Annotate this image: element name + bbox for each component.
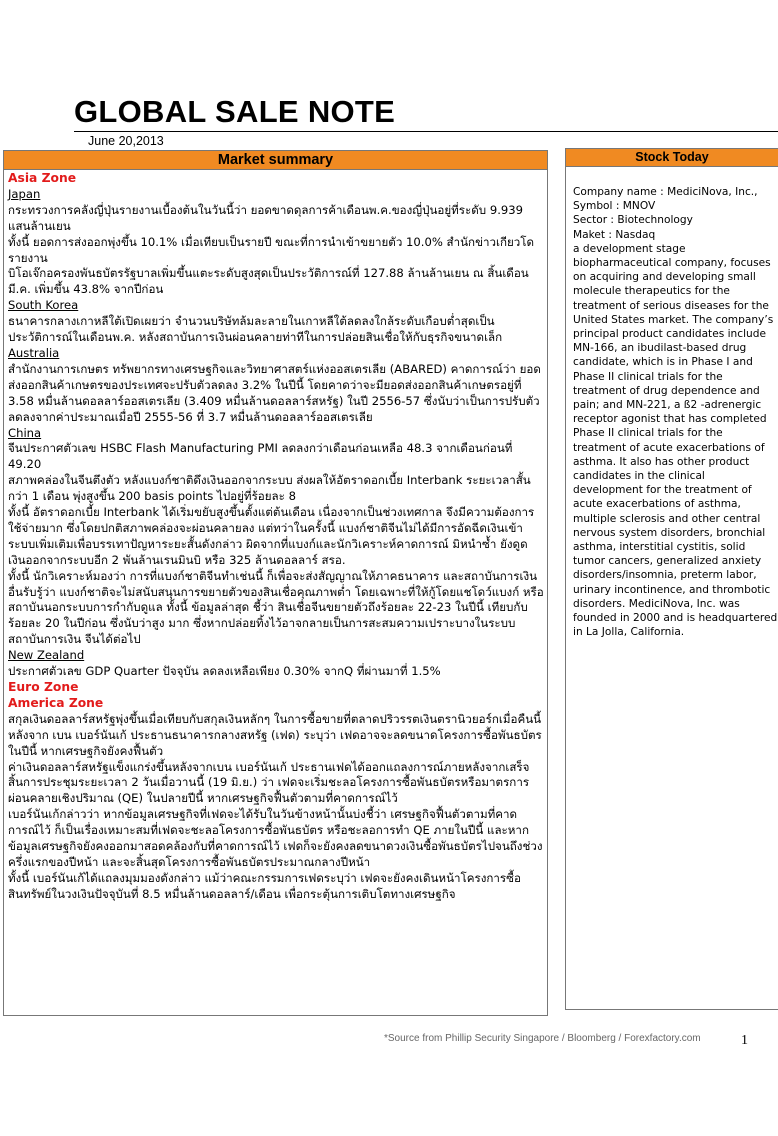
south-korea-paragraph: ธนาคารกลางเกาหลีใต้เปิดเผยว่า จำนวนบริษัทล้มละลายในเกาหลีใต้ลดลงใกล้ระดับเกือบต่ำสุดเป็นประวัติการณ์ในเดือนพ.ค. หลังสถาบันการเงินผ่อนคลายท่าทีในการปล่อยสินเชื่อให้กับธุรกิจขนาดเล็ก [8, 314, 503, 345]
country-heading-japan: Japan [8, 186, 41, 201]
china-paragraph: ทั้งนี้ นักวิเคราะห์มองว่า การที่แบงก์ชาติจีนทำเช่นนี้ ก็เพื่อจะส่งสัญญาณให้ภาคธนาคาร และสถาบันการเงินอื่นรับรู้ว่า แบงก์ชาติจะไม่สนับสนุนการขยายตัวของสินเชื่อคุณภาพต่ำ โดยเฉพาะที่ให้กู้โดยแชโดว์แบงก์ หรือสถาบันนอกระบบการกำกับดูแล ทั้งนี้ ข้อมูลล่าสุด ชี้ว่า สินเชื่อจีนขยายตัวถึงร้อยละ 22-23 ในปีนี้ เทียบกับร้อยละ 20 ในปีก่อน ซึ่งนับว่าสูง มาก ซึ่งหากปล่อยทิ้งไว้อาจกลายเป็นการสะสมความเปราะบางในระบบสถาบันการเงิน จีนได้ต่อไป [8, 568, 544, 647]
asia-zone-heading: Asia Zone [8, 171, 77, 185]
japan-paragraph: กระทรวงการคลังญี่ปุ่นรายงานเบื้องต้นในวันนี้ว่า ยอดขาดดุลการค้าเดือนพ.ค.ของญี่ปุ่นอยู่ที่ระดับ 9.939 แสนล้านเยน [8, 202, 524, 233]
source-footnote: *Source from Phillip Security Singapore / Bloomberg / Forexfactory.com [384, 1033, 701, 1044]
country-heading-china: China [8, 425, 42, 440]
stock-today-panel [565, 148, 778, 1010]
market-summary-header: Market summary [4, 151, 547, 170]
america-paragraph: สกุลเงินดอลลาร์สหรัฐพุ่งขึ้นเมื่อเทียบกับสกุลเงินหลักๆ ในการซื้อขายที่ตลาดปริวรรตเงินตรานิวยอร์กเมื่อคืนนี้ หลังจาก เบน เบอร์นันเก้ ประธานธนาคารกลางสหรัฐ (เฟด) ระบุว่า เฟดอาจจะลดขนาดโครงการซื้อพันธบัตรในปีนี้ หากเศรษฐกิจยังคงฟื้นตัว [8, 711, 542, 758]
america-paragraph: ทั้งนี้ เบอร์นันเก้ได้แถลงมุมมองดังกล่าว แม้ว่าคณะกรรมการเฟดระบุว่า เฟดจะยังคงเดินหน้าโครงการซื้อสินทรัพย์ในวงเงินปัจจุบันที่ 8.5 หมื่นล้านดอลลาร์/เดือน เพื่อกระตุ้นการเติบโตทางเศรษฐกิจ [8, 870, 521, 901]
stock-today-body [566, 167, 778, 640]
title-divider [74, 131, 778, 132]
stock-sector: Sector : Biotechnology [573, 214, 693, 227]
document-date: June 20,2013 [88, 134, 164, 148]
market-summary-body [4, 170, 547, 903]
china-paragraph: ทั้งนี้ อัตราดอกเบี้ย Interbank ได้เริ่มขยับสูงขึ้นตั้งแต่ต้นเดือน เนื่องจากเป็นช่วงเทศกาล จึงมีความต้องการใช้จ่ายมาก ซึ่งโดยปกติสภาพคล่องจะผ่อนคลายลง แต่ทว่าในครั้งนี้ แบงก์ชาติจีนไม่ได้มีการอัดฉีดเงินเข้าระบบเพิ่มเติมเพื่อบรรเทาปัญหาระยะสั้นดังกล่าว ผิดจากที่แบงก์และนักวิเคราะห์คาดการณ์ มิหนำซ้ำ ยังดูดเงินออกจากระบบอีก 2 พันล้านเรนมินบิ หรือ 325 ล้านดอลลาร์ สรอ. [8, 505, 535, 567]
japan-paragraph: บิโอเจ๊กอครองพันธบัตรรัฐบาลเพิ่มขึ้นแตะระดับสูงสุดเป็นประวัติการณ์ที่ 127.88 ล้านล้านเยน ณ สิ้นเดือนมี.ค. เพิ่มขึ้น 43.8% จากปีก่อน [8, 266, 529, 297]
euro-zone-heading: Euro Zone [8, 680, 79, 694]
stock-symbol: Symbol : MNOV [573, 200, 656, 213]
america-paragraph: เบอร์นันเก้กล่าวว่า หากข้อมูลเศรษฐกิจที่เฟดจะได้รับในวันข้างหน้านั้นบ่งชี้ว่า เศรษฐกิจฟื้นตัวตามที่คาดการณ์ไว้ ก็เป็นเรื่องเหมาะสมที่เฟดจะชะลอโครงการซื้อพันธบัตร หรือชะลอการทำ QE ภายในปีนี้ และหากข้อมูลเศรษฐกิจยังคงออกมาสอดคล้องกับที่คาดการณ์ไว้ เฟดก็จะยังคงลดขนาดวงเงินซื้อพันธบัตรไปจนถึงช่วงครึ่งแรกของปีหน้า และจะสิ้นสุดโครงการซื้อพันธบัตรประมาณกลางปีหน้า [8, 807, 543, 869]
australia-paragraph: สำนักงานการเกษตร ทรัพยากรทางเศรษฐกิจและวิทยาศาสตร์แห่งออสเตรเลีย (ABARED) คาดการณ์ว่า ยอดส่งออกสินค้าเกษตรของประเทศจะปรับตัวลดลง 3.2% ในปีนี้ โดยคาดว่าจะมียอดส่งออกสินค้าเกษตรอยู่ที่ 3.58 หมื่นล้านดอลลาร์ออสเตรเลีย (3.409 หมื่นล้านดอลลาร์สหรัฐ) ในปี 2556-57 ซึ่งนับว่าเป็นการปรับตัวลดลงจากค่าประมาณเมื่อปี 2555-56 ที่ 3.7 หมื่นล้านดอลลาร์ออสเตรเลีย [8, 361, 541, 424]
country-heading-new-zealand: New Zealand [8, 648, 85, 663]
new-zealand-paragraph: ประกาศตัวเลข GDP Quarter ปัจจุบัน ลดลงเหลือเพียง 0.30% จากQ ที่ผ่านมาที่ 1.5% [8, 664, 441, 679]
japan-paragraph: ทั้งนี้ ยอดการส่งออกพุ่งขึ้น 10.1% เมื่อเทียบเป็นรายปี ขณะที่การนำเข้าขยายตัว 10.0% สำนักข่าวเกียวโดรายงาน [8, 234, 535, 265]
stock-today-header: Stock Today [566, 149, 778, 167]
china-paragraph: สภาพคล่องในจีนตึงตัว หลังแบงก์ชาติดึงเงินออกจากระบบ ส่งผลให้อัตราดอกเบี้ย Interbank ระยะเวลาสั้นกว่า 1 เดือน พุ่งสูงขึ้น 200 basis points ไปอยู่ที่ร้อยละ 8 [8, 473, 531, 504]
stock-company-name: Company name : MediciNova, Inc., [573, 186, 758, 198]
stock-market: Maket : Nasdaq [573, 228, 656, 241]
america-zone-heading: America Zone [8, 695, 104, 710]
country-heading-south-korea: South Korea [8, 298, 79, 313]
china-paragraph: จีนประกาศตัวเลข HSBC Flash Manufacturing PMI ลดลงกว่าเดือนก่อนเหลือ 48.3 จากเดือนก่อนที่ 49.20 [8, 441, 513, 472]
america-paragraph: ค่าเงินดอลลาร์สหรัฐแข็งแกร่งขึ้นหลังจากเบน เบอร์นันเก้ ประธานเฟดได้ออกแถลงการณ์ภายหลังจากเสร็จสิ้นการประชุมระยะเวลา 2 วันเมื่อวานนี้ (19 มิ.ย.) ว่า เฟดจะเริ่มชะลอโครงการซื้อพันธบัตรหรือมาตรการผ่อนคลายเชิงปริมาณ (QE) ในปลายปีนี้ หากเศรษฐกิจฟื้นตัวตามที่คาดการณ์ไว้ [8, 759, 530, 806]
stock-description: a development stage biopharmaceutical company, focuses on acquiring and developing small molecule therapeutics for the treatment of serious diseases for the United States market. The company’s principal product candidates include MN-166, an ibudilast-based drug candidate, which is in Phase I and Phase II clinical trials for the treatment of drug dependence and pain; and MN-221, a ß2 -adrenergic receptor agonist that has completed Phase II clinical trials for the treatment of acute exacerbations of asthma. It also has other product candidates in the clinical development for the treatment of acute exacerbations of asthma, multiple sclerosis and other central nervous system disorders, bronchial asthma, interstitial cystitis, solid tumor cancers, generalized anxiety disorders/insomnia, preterm labor, urinary incontinence, and thrombotic disorders. MediciNova, Inc. was founded in 2000 and is headquartered in La Jolla, California. [573, 242, 778, 639]
page-number: 1 [741, 1033, 748, 1048]
document-title: GLOBAL SALE NOTE [74, 94, 396, 129]
country-heading-australia: Australia [8, 345, 60, 360]
market-summary-panel [3, 150, 548, 1016]
